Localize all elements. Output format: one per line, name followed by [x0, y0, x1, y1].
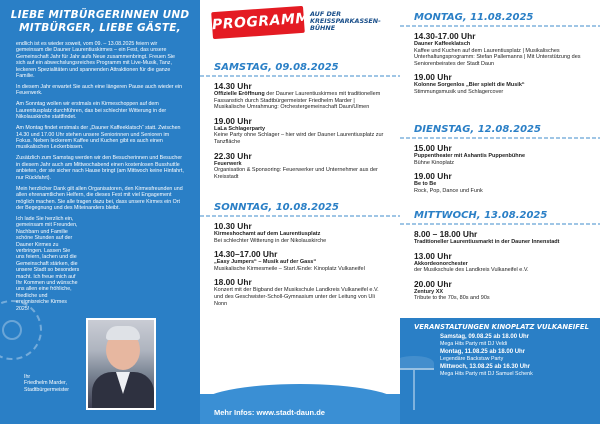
event-title: Kolonne Sorgenlos „Bier spielt die Musik“ — [414, 82, 525, 89]
event-time: 18.00 Uhr — [214, 277, 252, 288]
event-description: Keine Party ohne Schlager – hier wird der Dauner Laurentiusplatz zur Tanzfläche — [214, 132, 384, 145]
event-time: 8.00 – 18.00 Uhr — [414, 229, 478, 239]
event-item — [200, 116, 400, 146]
event-item — [200, 151, 400, 181]
greeting-panel — [0, 0, 200, 424]
event-item — [400, 171, 600, 194]
event-description: Musikalische Kirmesmeile – Start /Ende: Kinoplatz Vulkaneifel — [214, 265, 365, 272]
event-title: Traditioneller Laurentiusmarkt in der Dauner Innenstadt — [414, 239, 560, 245]
greeting-paragraph: Mein herzlicher Dank gilt allen Organisatoren, den Kirmesfreunden und allen ehrenamtlichen Helfern, die dieses Fest mit viel Engagement möglich machen. Sie alle tragen dazu bei, dass unsere Kirmes ein Ort der Begegnung und des Miteinanders bleibt. — [16, 185, 183, 211]
event-item — [400, 251, 600, 274]
day-section — [400, 124, 600, 199]
event-title: Puppentheater mit Ashantis Puppenbühne — [414, 153, 526, 159]
divider — [200, 75, 400, 77]
event-title: Offizielle Eröffnung — [214, 91, 265, 97]
divider — [400, 25, 600, 27]
event-time: 20.00 Uhr — [414, 278, 452, 289]
event-description: der Musikschule des Landkreis Vulkaneifel e.V. — [414, 267, 529, 274]
day-heading: MONTAG, 11.08.2025 — [414, 12, 534, 23]
program-badge — [211, 6, 311, 39]
divider — [400, 223, 600, 225]
event-description: Rock, Pop, Dance und Funk — [414, 187, 483, 194]
greeting-paragraph: Am Sonntag wollen wir erstmals ein Kirmeschoppen auf dem Laurentiusplatz durchführen, das bei schlechter Witterung in der Nikolauskirche stattfindet. — [16, 101, 167, 121]
day-section — [200, 62, 400, 185]
event-description: Stimmungsmusik und Schlagercover — [414, 88, 504, 95]
program-column-weekdays — [400, 0, 600, 424]
day-section — [200, 202, 400, 312]
event-time: 19.00 Uhr — [214, 115, 252, 126]
event-time: 14.30 Uhr — [214, 81, 252, 91]
event-item — [200, 221, 400, 244]
event-description: Bühne Kinoplatz — [414, 159, 455, 166]
event-title: Feuerwerk — [214, 160, 242, 167]
event-item — [400, 229, 600, 246]
event-time: 14.30-17.00 Uhr — [414, 31, 476, 41]
promo-description: Mega Hits Party mit DJ Veldi — [440, 341, 508, 347]
day-section — [400, 210, 600, 307]
event-item — [400, 279, 600, 302]
event-description: Tribute to the 70s, 80s and 90s — [414, 295, 490, 302]
event-item — [200, 277, 400, 307]
event-time: 14.30–17.00 Uhr — [214, 249, 278, 260]
promo-description: Legendäre Backstuw Party — [440, 356, 504, 363]
event-time: 22.30 Uhr — [214, 150, 252, 161]
greeting-paragraph: Am Montag findet erstmals der „Dauner Kaffeeklatsch“ statt. Zwischen 14.30 und 17.00 Uhr stehen unsere Seniorinnen und Senioren im Fokus. Neben leckerem Kaffee und Kuchen gibt es auch einen musikalischen Leckerbissen. — [16, 125, 181, 151]
promo-date: Montag, 11.08.25 ab 18.00 Uhr — [440, 349, 526, 356]
signature-line: Friedhelm Marder, — [24, 380, 67, 387]
event-item — [400, 31, 600, 67]
program-subtitle: AUF DER KREISSPARKASSEN-BÜHNE — [310, 10, 381, 33]
event-title: Zentury XX — [414, 288, 444, 295]
greeting-paragraph: Zusätzlich zum Samstag werden wir den Besucherinnen und Besucher in diesem Jahr auch am Mittwochabend einen kostenlosen Busshuttle anbieten, der sie sicher nach Hause bringt (am Mittwoch keine Hinfahrt, nur Rückfahrt). — [16, 155, 184, 181]
kinoplatz-promo-box — [400, 318, 600, 424]
carousel-decoration — [394, 356, 434, 412]
event-item — [400, 143, 600, 166]
event-time: 10.30 Uhr — [214, 221, 252, 231]
ferris-wheel-hub-decoration — [2, 320, 22, 340]
day-heading: SAMSTAG, 09.08.2025 — [214, 62, 339, 73]
promo-date: Mittwoch, 13.08.25 ab 16.30 Uhr — [440, 364, 531, 371]
divider — [200, 215, 400, 217]
signature-block — [24, 374, 69, 393]
signature-line: Stadtbürgermeister — [24, 386, 70, 393]
day-heading: SONNTAG, 10.08.2025 — [214, 202, 339, 213]
divider — [400, 137, 600, 139]
day-section — [400, 12, 600, 101]
website-link[interactable]: Mehr Infos: www.stadt-daun.de — [214, 408, 325, 417]
footer-bar — [200, 394, 400, 424]
event-time: 19.00 Uhr — [414, 171, 452, 182]
program-column-weekend — [200, 0, 400, 424]
event-description: der Dauner Laurentiuskirmes mit traditionellem Fassanstich durch Stadtbürgermeister Friedhelm Marder | Musikalische Umrahmung: Orchestergemeinschaft Daun/Ulmen — [214, 91, 381, 111]
day-heading: MITTWOCH, 13.08.2025 — [414, 210, 548, 221]
footer-wave — [200, 384, 400, 404]
promo-item — [400, 334, 600, 347]
mayor-photo — [86, 318, 156, 410]
event-time: 19.00 Uhr — [414, 72, 452, 83]
event-item — [200, 249, 400, 272]
event-description: Organisation & Sponsoring: Feuerwerker und Unternehmer aus der Kreisstadt — [214, 167, 378, 180]
day-heading: DIENSTAG, 12.08.2025 — [414, 124, 541, 135]
promo-date: Samstag, 09.08.25 ab 18.00 Uhr — [440, 334, 530, 340]
event-title: Be to Be — [414, 181, 437, 188]
greeting-paragraph: Ich lade Sie herzlich ein, gemeinsam mit Freunden, Nachbarn und Familie schöne Stunden auf der Dauner Kirmes zu verbringen. Lassen Sie uns feiern, lachen und die Gemeinschaft stärken, die unsere Stadt so besonders macht. Ich freue mich auf Ihr Kommen und wünsche uns allen eine fröhliche, friedliche und ereignisreiche Kirmes 2025! — [16, 215, 80, 312]
event-description: Bei schlechter Witterung in der Nikolauskirche — [214, 237, 327, 244]
signature-line: Ihr — [24, 374, 31, 380]
greeting-heading: LIEBE MITBÜRGERINNEN UND MITBÜRGER, LIEBE GÄSTE, — [10, 9, 190, 34]
event-title: Akkordeonorchester — [414, 260, 468, 267]
event-title: LaLa Schlagerparty — [214, 125, 266, 132]
event-time: 13.00 Uhr — [414, 250, 452, 261]
promo-heading: VERANSTALTUNGEN KINOPLATZ VULKANEIFEL — [414, 323, 589, 331]
event-title: Kirmeshochamt auf dem Laurentiusplatz — [214, 231, 321, 237]
greeting-paragraph: In diesem Jahr erwartet Sie auch eine längeren Pause auch wieder ein Feuerwerk. — [16, 84, 183, 97]
event-title: Dauner Kaffeeklatsch — [414, 41, 471, 47]
event-description: Kaffee und Kuchen auf dem Laurentiusplatz | Musikalisches Unterhaltungsprogramm: Stefan Pallemanns | Mit Unterstützung des Seniorenbeirates der Stadt Daun — [414, 47, 581, 67]
event-description: Konzert mit der Bigband der Musikschule Landkreis Vulkaneifel e.V. und des Geschwister-Scholl-Gymnasium unter der Leitung von Uli Nonn — [214, 287, 379, 307]
event-title: „Easy Jumpers“ – Musik auf der Gass“ — [214, 259, 317, 266]
promo-description: Mega Hits Party mit DJ Samuel Schenk — [440, 371, 533, 378]
event-item — [400, 72, 600, 95]
greeting-paragraph: endlich ist es wieder soweit, vom 09. – 13.08.2025 feiern wir gemeinsam die Dauner Laurentiuskirmes – ein Fest, das unsere Gemeinschaft Jahr für Jahr aufs Neue zusammenbringt. Freuen Sie sich auf ein abwechslungsreiches Programm mit Live-Musik, Tanz, leckeren Spezialitäten und spannenden Attraktionen für die ganze Familie. — [16, 41, 175, 80]
program-badge-label: PROGRAMM — [211, 10, 311, 34]
event-item — [200, 81, 400, 111]
event-time: 15.00 Uhr — [414, 143, 452, 153]
